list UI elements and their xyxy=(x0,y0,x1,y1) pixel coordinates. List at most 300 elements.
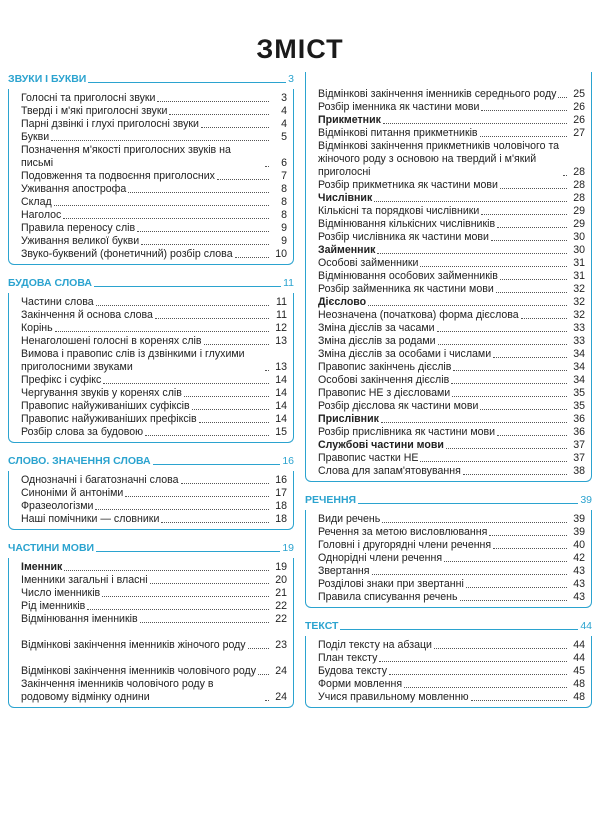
toc-entry-page: 31 xyxy=(573,270,585,282)
toc-entry-title: Правила переносу слів xyxy=(21,222,136,234)
toc-entry-page: 28 xyxy=(573,179,585,191)
toc-entry[interactable] xyxy=(9,387,293,400)
toc-entry[interactable] xyxy=(306,75,591,101)
toc-entry-page: 15 xyxy=(275,426,287,438)
heading-rule xyxy=(358,503,578,504)
dot-leader xyxy=(51,140,269,141)
toc-entry-title: Займенник xyxy=(318,244,376,256)
toc-entry-title: Розділові знаки при звертанні xyxy=(318,578,464,590)
toc-entry-page: 23 xyxy=(275,639,287,651)
section-heading-page: 19 xyxy=(282,542,294,554)
toc-entry[interactable] xyxy=(306,270,591,283)
toc-section xyxy=(305,493,592,608)
toc-entry[interactable] xyxy=(306,296,591,309)
section-heading-title: РЕЧЕННЯ xyxy=(305,494,357,506)
dot-leader xyxy=(55,331,269,332)
toc-entry[interactable] xyxy=(306,552,591,565)
dot-leader xyxy=(372,574,567,575)
toc-entry-page: 36 xyxy=(573,426,585,438)
toc-entry-title: Відмінкові питання прикметників xyxy=(318,127,478,139)
toc-entry[interactable] xyxy=(9,296,293,309)
toc-entry-page: 43 xyxy=(573,578,585,590)
toc-entry-title: Букви xyxy=(21,131,50,143)
toc-entry-title: Наголос xyxy=(21,209,62,221)
dot-leader xyxy=(374,201,567,202)
dot-leader xyxy=(265,370,269,371)
toc-entry[interactable] xyxy=(9,474,293,487)
toc-entry-title: Слова для запам'ятовування xyxy=(318,465,461,477)
toc-entry[interactable] xyxy=(306,565,591,578)
toc-entry[interactable] xyxy=(9,105,293,118)
toc-entry-title: Зміна дієслів за родами xyxy=(318,335,436,347)
toc-entry[interactable] xyxy=(306,691,591,704)
toc-entry[interactable] xyxy=(306,578,591,591)
toc-entry[interactable] xyxy=(306,361,591,374)
toc-entry-title: Позначення м'якості приголосних звуків на письмі xyxy=(21,144,231,169)
toc-entry-page: 31 xyxy=(573,257,585,269)
dot-leader xyxy=(265,166,269,167)
toc-entry-page: 28 xyxy=(573,166,585,178)
dot-leader xyxy=(521,318,567,319)
dot-leader xyxy=(437,331,567,332)
toc-entry[interactable] xyxy=(9,574,293,587)
dot-leader xyxy=(463,474,567,475)
dot-leader xyxy=(125,496,269,497)
toc-entry[interactable] xyxy=(306,257,591,270)
toc-entry[interactable] xyxy=(306,400,591,413)
toc-entry-title: Розбір прислівника як частини мови xyxy=(318,426,496,438)
dot-leader xyxy=(201,127,269,128)
dot-leader xyxy=(480,409,567,410)
toc-entry-page: 40 xyxy=(573,539,585,551)
section-heading-title: ЗВУКИ І БУКВИ xyxy=(8,73,87,85)
toc-entry-title: Правопис частки НЕ xyxy=(318,452,419,464)
toc-entry-title: Правопис НЕ з дієсловами xyxy=(318,387,451,399)
dot-leader xyxy=(452,396,567,397)
toc-entry-page: 26 xyxy=(573,101,585,113)
section-box xyxy=(8,558,294,708)
dot-leader xyxy=(493,357,567,358)
toc-entry-page: 32 xyxy=(573,309,585,321)
toc-entry-title: Звертання xyxy=(318,565,370,577)
toc-entry-title: Фразеологізми xyxy=(21,500,94,512)
dot-leader xyxy=(493,548,567,549)
dot-leader xyxy=(379,661,567,662)
toc-entry-page: 11 xyxy=(276,296,287,308)
toc-entry-page: 32 xyxy=(573,296,585,308)
toc-entry[interactable] xyxy=(306,539,591,552)
section-heading-page: 11 xyxy=(283,277,294,289)
section-heading-page: 16 xyxy=(282,455,294,467)
toc-entry-title: Розбір іменника як частини мови xyxy=(318,101,480,113)
toc-entry-page: 24 xyxy=(275,665,287,677)
toc-entry-page: 3 xyxy=(281,92,287,104)
toc-entry[interactable] xyxy=(306,218,591,231)
section-box xyxy=(305,510,592,608)
toc-entry-page: 34 xyxy=(573,348,585,360)
toc-entry[interactable] xyxy=(9,248,293,261)
toc-entry[interactable] xyxy=(9,400,293,413)
heading-rule xyxy=(94,286,281,287)
toc-entry-page: 14 xyxy=(275,387,287,399)
toc-entry-title: План тексту xyxy=(318,652,378,664)
toc-entry[interactable] xyxy=(9,348,293,374)
toc-entry-page: 27 xyxy=(573,127,585,139)
toc-entry-page: 30 xyxy=(573,244,585,256)
toc-entry-page: 28 xyxy=(573,192,585,204)
toc-entry-title: Розбір займенника як частини мови xyxy=(318,283,494,295)
dot-leader xyxy=(137,231,269,232)
toc-entry-page: 8 xyxy=(281,183,287,195)
toc-entry[interactable] xyxy=(306,127,591,140)
toc-entry[interactable] xyxy=(9,487,293,500)
toc-entry[interactable] xyxy=(9,587,293,600)
toc-entry-page: 45 xyxy=(573,665,585,677)
toc-entry-page: 34 xyxy=(573,361,585,373)
toc-entry-page: 19 xyxy=(275,561,287,573)
dot-leader xyxy=(420,266,567,267)
toc-entry-page: 13 xyxy=(275,335,287,347)
toc-entry[interactable] xyxy=(9,131,293,144)
toc-entry-title: Прислівник xyxy=(318,413,379,425)
toc-entry[interactable] xyxy=(9,92,293,105)
heading-rule xyxy=(340,629,578,630)
toc-entry-title: Однорідні члени речення xyxy=(318,552,443,564)
dot-leader xyxy=(434,648,567,649)
toc-entry-title: Корінь xyxy=(21,322,53,334)
toc-entry-title: Прикметник xyxy=(318,114,381,126)
toc-entry-title: Синоніми й антоніми xyxy=(21,487,124,499)
toc-entry-page: 8 xyxy=(281,196,287,208)
section-heading-page: 39 xyxy=(580,494,592,506)
dot-leader xyxy=(480,136,567,137)
toc-entry-title: Кількісні та порядкові числівники xyxy=(318,205,480,217)
toc-entry[interactable] xyxy=(306,439,591,452)
toc-entry-page: 39 xyxy=(573,513,585,525)
toc-entry-page: 30 xyxy=(573,231,585,243)
dot-leader xyxy=(95,509,269,510)
toc-section xyxy=(305,619,592,708)
toc-entry-title: Числівник xyxy=(318,192,373,204)
toc-entry-title: Правопис найуживаніших суфіксів xyxy=(21,400,190,412)
toc-entry-title: Уживання великої букви xyxy=(21,235,140,247)
dot-leader xyxy=(204,344,269,345)
toc-entry-title: Речення за метою висловлювання xyxy=(318,526,488,538)
dot-leader xyxy=(481,214,567,215)
dot-leader xyxy=(161,522,269,523)
dot-leader xyxy=(235,257,269,258)
toc-entry[interactable] xyxy=(9,678,293,704)
dot-leader xyxy=(471,700,567,701)
dot-leader xyxy=(444,561,567,562)
toc-entry[interactable] xyxy=(306,374,591,387)
dot-leader xyxy=(497,227,567,228)
dot-leader xyxy=(265,700,269,701)
toc-entry-page: 21 xyxy=(275,587,287,599)
toc-entry[interactable] xyxy=(9,374,293,387)
section-heading[interactable] xyxy=(305,493,592,506)
toc-entry-page: 18 xyxy=(275,513,287,525)
dot-leader xyxy=(181,483,269,484)
toc-entry[interactable] xyxy=(306,231,591,244)
dot-leader xyxy=(87,609,269,610)
toc-entry-page: 14 xyxy=(275,374,287,386)
dot-leader xyxy=(128,192,269,193)
toc-entry[interactable] xyxy=(9,144,293,170)
toc-entry-title: Правопис закінчень дієслів xyxy=(318,361,452,373)
toc-entry[interactable] xyxy=(9,652,293,678)
dot-leader xyxy=(381,422,567,423)
toc-entry[interactable] xyxy=(306,283,591,296)
toc-entry-page: 38 xyxy=(573,465,585,477)
dot-leader xyxy=(140,622,269,623)
toc-entry-page: 25 xyxy=(573,88,585,100)
toc-entry-page: 29 xyxy=(573,205,585,217)
toc-entry[interactable] xyxy=(9,170,293,183)
toc-entry-title: Наші помічники — словники xyxy=(21,513,160,525)
toc-entry[interactable] xyxy=(306,465,591,478)
toc-entry[interactable] xyxy=(306,348,591,361)
toc-entry-title: Закінчення іменників чоловічого роду в родовому відмінку однини xyxy=(21,678,214,703)
toc-entry-title: Іменник xyxy=(21,561,63,573)
toc-entry-title: Відмінювання особових займенників xyxy=(318,270,498,282)
section-heading[interactable] xyxy=(8,72,294,85)
toc-entry[interactable] xyxy=(306,192,591,205)
toc-entry-title: Відмінювання кількісних числівників xyxy=(318,218,496,230)
dot-leader xyxy=(217,179,269,180)
page-title: ЗМІСТ xyxy=(256,34,344,64)
toc-section xyxy=(8,541,294,708)
toc-entry-title: Неозначена (початкова) форма дієслова xyxy=(318,309,519,321)
dot-leader xyxy=(460,600,568,601)
toc-entry-page: 48 xyxy=(573,678,585,690)
toc-entry-page: 24 xyxy=(275,691,287,703)
toc-entry[interactable] xyxy=(306,309,591,322)
toc-entry[interactable] xyxy=(306,322,591,335)
toc-entry[interactable] xyxy=(306,665,591,678)
dot-leader xyxy=(382,522,567,523)
toc-entry[interactable] xyxy=(306,452,591,465)
toc-entry[interactable] xyxy=(9,118,293,131)
toc-right-column xyxy=(305,72,592,719)
dot-leader xyxy=(496,292,567,293)
dot-leader xyxy=(389,674,567,675)
dot-leader xyxy=(500,188,567,189)
toc-entry-page: 10 xyxy=(275,248,287,260)
toc-entry[interactable] xyxy=(9,335,293,348)
toc-entry-title: Зміна дієслів за особами і числами xyxy=(318,348,492,360)
toc-entry-page: 6 xyxy=(281,157,287,169)
dot-leader xyxy=(141,244,269,245)
toc-entry[interactable] xyxy=(306,526,591,539)
toc-entry-page: 20 xyxy=(275,574,287,586)
toc-entry[interactable] xyxy=(9,309,293,322)
toc-entry-title: Відмінкові закінчення прикметників чоловічого та жіночого роду з основою на твердий і м'який приголосні xyxy=(318,140,560,178)
toc-entry[interactable] xyxy=(306,140,591,179)
toc-entry[interactable] xyxy=(306,413,591,426)
toc-entry-page: 17 xyxy=(275,487,287,499)
toc-entry[interactable] xyxy=(9,513,293,526)
toc-entry-page: 37 xyxy=(573,439,585,451)
section-heading[interactable] xyxy=(305,619,592,632)
section-box xyxy=(8,471,294,530)
dot-leader xyxy=(453,370,567,371)
toc-entry-title: Головні і другорядні члени речення xyxy=(318,539,492,551)
dot-leader xyxy=(489,535,567,536)
toc-entry[interactable] xyxy=(306,591,591,604)
toc-entry-page: 22 xyxy=(275,600,287,612)
toc-entry[interactable] xyxy=(9,183,293,196)
toc-entry[interactable] xyxy=(306,179,591,192)
toc-entry-title: Службові частини мови xyxy=(318,439,444,451)
toc-entry-page: 44 xyxy=(573,652,585,664)
toc-entry[interactable] xyxy=(306,101,591,114)
toc-entry-page: 8 xyxy=(281,209,287,221)
toc-entry-page: 5 xyxy=(281,131,287,143)
toc-entry-page: 35 xyxy=(573,400,585,412)
toc-entry[interactable] xyxy=(9,561,293,574)
toc-entry-title: Голосні та приголосні звуки xyxy=(21,92,156,104)
toc-entry-title: Подовження та подвоєння приголосних xyxy=(21,170,215,182)
toc-entry-page: 4 xyxy=(281,118,287,130)
toc-entry[interactable] xyxy=(306,387,591,400)
section-heading-page: 3 xyxy=(288,73,294,85)
toc-entry-title: Розбір дієслова як частини мови xyxy=(318,400,479,412)
dot-leader xyxy=(192,409,269,410)
toc-entry-title: Особові закінчення дієслів xyxy=(318,374,450,386)
dot-leader xyxy=(64,570,269,571)
toc-entry-page: 9 xyxy=(281,235,287,247)
toc-entry-page: 16 xyxy=(275,474,287,486)
dot-leader xyxy=(481,110,567,111)
section-heading-title: ТЕКСТ xyxy=(305,620,339,632)
dot-leader xyxy=(404,687,567,688)
dot-leader xyxy=(497,435,567,436)
toc-entry-page: 22 xyxy=(275,613,287,625)
toc-entry-title: Дієслово xyxy=(318,296,367,308)
dot-leader xyxy=(377,253,567,254)
dot-leader xyxy=(563,175,567,176)
dot-leader xyxy=(155,318,269,319)
heading-rule xyxy=(153,464,281,465)
dot-leader xyxy=(184,396,269,397)
toc-entry-page: 39 xyxy=(573,526,585,538)
section-box xyxy=(8,89,294,265)
toc-entry-title: Склад xyxy=(21,196,52,208)
toc-entry-title: Розбір прикметника як частини мови xyxy=(318,179,498,191)
dot-leader xyxy=(248,648,269,649)
toc-entry-page: 44 xyxy=(573,639,585,651)
toc-entry-title: Закінчення й основа слова xyxy=(21,309,153,321)
toc-entry-title: Частини слова xyxy=(21,296,94,308)
toc-entry[interactable] xyxy=(306,244,591,257)
dot-leader xyxy=(491,240,567,241)
toc-entry-title: Розбір слова за будовою xyxy=(21,426,144,438)
toc-entry-page: 48 xyxy=(573,691,585,703)
toc-entry[interactable] xyxy=(306,426,591,439)
toc-entry[interactable] xyxy=(9,413,293,426)
toc-entry-title: Види речень xyxy=(318,513,381,525)
toc-entry-title: Особові займенники xyxy=(318,257,419,269)
toc-entry-title: Відмінкові закінчення іменників середнього роду xyxy=(318,88,557,100)
toc-entry[interactable] xyxy=(9,196,293,209)
toc-entry[interactable] xyxy=(306,513,591,526)
toc-entry[interactable] xyxy=(306,335,591,348)
toc-entry-title: Рід іменників xyxy=(21,600,86,612)
toc-entry-page: 4 xyxy=(281,105,287,117)
toc-entry[interactable] xyxy=(306,678,591,691)
dot-leader xyxy=(63,218,269,219)
toc-entry-title: Поділ тексту на абзаци xyxy=(318,639,432,651)
toc-entry-page: 18 xyxy=(275,500,287,512)
section-heading[interactable] xyxy=(8,541,294,554)
toc-entry-title: Відмінкові закінчення іменників жіночого роду xyxy=(21,639,246,651)
toc-entry-title: Іменники загальні і власні xyxy=(21,574,148,586)
toc-section xyxy=(8,454,294,530)
toc-entry-title: Відмінкові закінчення іменників чоловічого роду xyxy=(21,665,257,677)
toc-entry-title: Звуко-буквений (фонетичний) розбір слова xyxy=(21,248,233,260)
section-heading[interactable] xyxy=(8,454,294,467)
dot-leader xyxy=(383,123,567,124)
toc-entry-page: 33 xyxy=(573,322,585,334)
toc-entry-title: Префікс і суфікс xyxy=(21,374,102,386)
section-heading[interactable] xyxy=(8,276,294,289)
toc-entry[interactable] xyxy=(306,652,591,665)
toc-entry[interactable] xyxy=(9,209,293,222)
section-box xyxy=(305,636,592,708)
toc-entry[interactable] xyxy=(9,426,293,439)
toc-entry-title: Відмінювання іменників xyxy=(21,613,138,625)
heading-rule xyxy=(96,551,280,552)
toc-entry-title: Вимова і правопис слів із дзвінкими і глухими приголосними звуками xyxy=(21,348,245,373)
toc-entry[interactable] xyxy=(306,639,591,652)
section-heading-title: СЛОВО. ЗНАЧЕННЯ СЛОВА xyxy=(8,455,151,467)
toc-entry-page: 36 xyxy=(573,413,585,425)
section-heading-title: ЧАСТИНИ МОВИ xyxy=(8,542,95,554)
toc-entry[interactable] xyxy=(9,500,293,513)
toc-section xyxy=(8,72,294,265)
dot-leader xyxy=(258,674,269,675)
dot-leader xyxy=(199,422,269,423)
toc-entry[interactable] xyxy=(9,613,293,626)
dot-leader xyxy=(103,383,269,384)
toc-entry[interactable] xyxy=(9,222,293,235)
toc-entry-page: 7 xyxy=(281,170,287,182)
dot-leader xyxy=(558,97,567,98)
toc-entry-title: Форми мовлення xyxy=(318,678,403,690)
dot-leader xyxy=(150,583,269,584)
toc-entry-page: 12 xyxy=(275,322,287,334)
toc-entry-title: Уживання апострофа xyxy=(21,183,127,195)
toc-entry[interactable] xyxy=(9,235,293,248)
toc-section xyxy=(8,276,294,443)
toc-entry[interactable] xyxy=(9,322,293,335)
toc-entry[interactable] xyxy=(306,114,591,127)
toc-entry-page: 14 xyxy=(275,413,287,425)
toc-entry-title: Число іменників xyxy=(21,587,101,599)
dot-leader xyxy=(420,461,567,462)
section-heading-page: 44 xyxy=(580,620,592,632)
toc-entry[interactable] xyxy=(9,600,293,613)
dot-leader xyxy=(102,596,269,597)
toc-entry-title: Учися правильному мовленню xyxy=(318,691,469,703)
toc-entry[interactable] xyxy=(9,626,293,652)
toc-entry-page: 37 xyxy=(573,452,585,464)
heading-rule xyxy=(88,82,286,83)
section-box xyxy=(8,293,294,443)
toc-entry-page: 35 xyxy=(573,387,585,399)
toc-entry[interactable] xyxy=(306,205,591,218)
